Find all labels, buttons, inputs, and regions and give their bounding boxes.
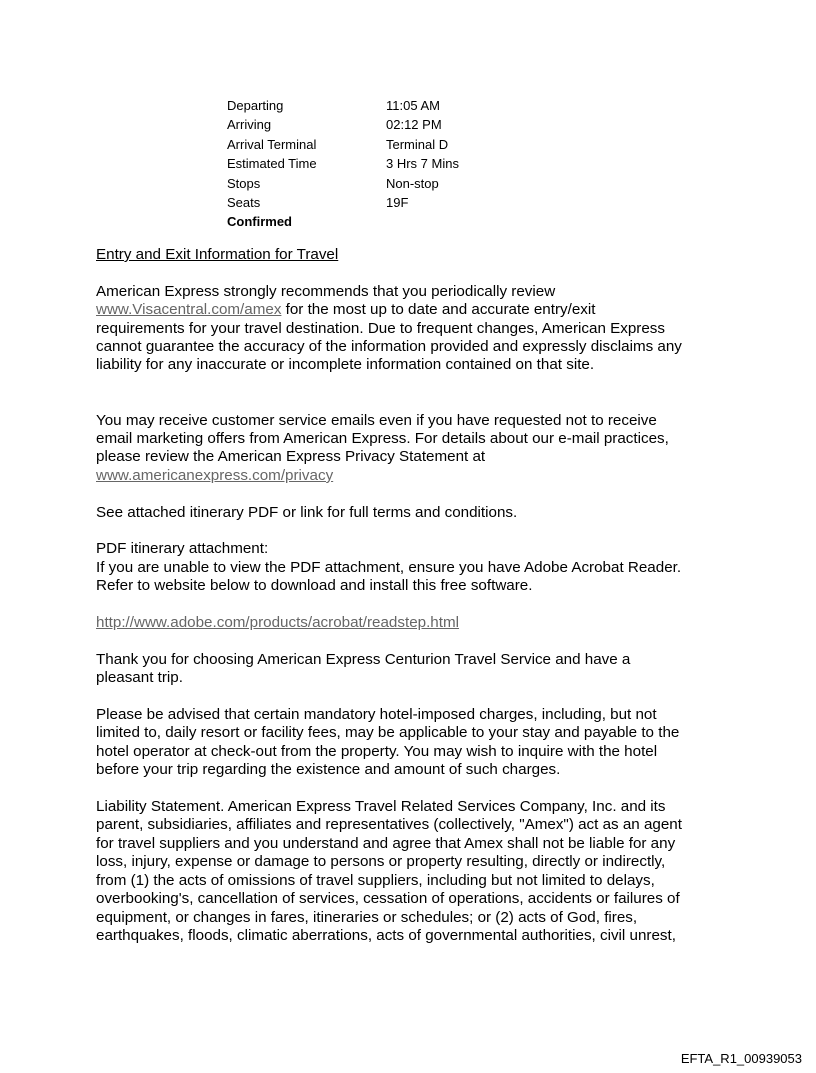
privacy-link[interactable]: www.americanexpress.com/privacy bbox=[96, 466, 334, 484]
flight-value: 19F bbox=[386, 195, 409, 211]
visacentral-link[interactable]: www.Visacentral.com/amex bbox=[96, 301, 282, 319]
paragraph-line: overbooking's, cancellation of services, cessation of operations, accidents or failures of bbox=[96, 890, 680, 908]
paragraph-line: equipment, or changes in fares, itineraries or schedules; or (2) acts of God, fires, bbox=[96, 908, 638, 926]
paragraph-line: Liability Statement. American Express Travel Related Services Company, Inc. and its bbox=[96, 798, 666, 816]
flight-row-departing bbox=[227, 96, 527, 115]
paragraph-line: Refer to website below to download and install this free software. bbox=[96, 577, 533, 595]
adobe-download-link[interactable]: http://www.adobe.com/products/acrobat/readstep.html bbox=[96, 614, 460, 632]
thank-you-paragraph bbox=[96, 651, 736, 688]
flight-value: Non-stop bbox=[386, 175, 439, 191]
paragraph-line: from (1) the acts of omissions of travel suppliers, including but not limited to delays, bbox=[96, 871, 655, 889]
paragraph-line: liability for any inaccurate or incomplete information contained on that site. bbox=[96, 356, 595, 374]
paragraph-line: pleasant trip. bbox=[96, 669, 183, 687]
paragraph-line: American Express strongly recommends that you periodically review bbox=[96, 282, 556, 300]
paragraph-line bbox=[96, 301, 736, 319]
paragraph-line: please review the American Express Privacy Statement at bbox=[96, 448, 486, 466]
flight-row-arriving bbox=[227, 115, 527, 134]
email-notice-paragraph bbox=[96, 412, 736, 486]
flight-row-estimated-time bbox=[227, 154, 527, 173]
flight-label: Stops bbox=[227, 175, 261, 191]
paragraph-line: limited to, daily resort or facility fees, may be applicable to your stay and payable to the bbox=[96, 724, 680, 742]
entry-exit-paragraph bbox=[96, 283, 736, 375]
paragraph-line: cannot guarantee the accuracy of the information provided and expressly disclaims any bbox=[96, 338, 682, 356]
flight-label: Arriving bbox=[227, 117, 272, 133]
paragraph-line: If you are unable to view the PDF attachment, ensure you have Adobe Acrobat Reader. bbox=[96, 558, 682, 576]
paragraph-text: for the most up to date and accurate entry/exit bbox=[281, 301, 596, 319]
paragraph-line: loss, injury, expense or damage to persons or property resulting, directly or indirectly, bbox=[96, 853, 666, 871]
flight-value: 3 Hrs 7 Mins bbox=[386, 156, 459, 172]
paragraph-line: Please be advised that certain mandatory hotel-imposed charges, including, but not bbox=[96, 706, 657, 724]
paragraph-line: for travel suppliers and you understand and agree that Amex shall not be liable for any bbox=[96, 834, 676, 852]
liability-paragraph bbox=[96, 798, 736, 945]
flight-value: 11:05 AM bbox=[386, 98, 440, 113]
flight-label: Arrival Terminal bbox=[227, 136, 317, 152]
hotel-charges-paragraph bbox=[96, 706, 736, 780]
booking-status: Confirmed bbox=[227, 214, 292, 230]
document-body bbox=[96, 246, 736, 945]
attached-itinerary-notice: See attached itinerary PDF or link for full terms and conditions. bbox=[96, 503, 518, 521]
pdf-notice-paragraph bbox=[96, 540, 736, 595]
paragraph-line bbox=[96, 614, 736, 632]
flight-row-status bbox=[227, 212, 527, 231]
flight-row-seats bbox=[227, 193, 527, 212]
flight-row-arrival-terminal bbox=[227, 135, 527, 154]
paragraph-line: email marketing offers from American Express. For details about our e-mail practices, bbox=[96, 430, 669, 448]
flight-label: Departing bbox=[227, 98, 284, 113]
paragraph-line: PDF itinerary attachment: bbox=[96, 540, 269, 558]
flight-label: Estimated Time bbox=[227, 156, 317, 172]
paragraph-line: hotel operator at check-out from the property. You may wish to inquire with the hotel bbox=[96, 742, 658, 760]
flight-value: Terminal D bbox=[386, 136, 449, 152]
paragraph-line: Thank you for choosing American Express Centurion Travel Service and have a bbox=[96, 650, 631, 668]
flight-label: Seats bbox=[227, 195, 261, 211]
paragraph-line: parent, subsidiaries, affiliates and representatives (collectively, "Amex") act as an agent bbox=[96, 816, 682, 834]
paragraph-line: You may receive customer service emails even if you have requested not to receive bbox=[96, 411, 657, 429]
document-id: EFTA_R1_00939053 bbox=[680, 1051, 802, 1066]
entry-exit-heading: Entry and Exit Information for Travel bbox=[96, 246, 339, 263]
flight-details-table bbox=[227, 96, 527, 232]
flight-row-stops bbox=[227, 174, 527, 193]
paragraph-line bbox=[96, 467, 736, 485]
paragraph-line: before your trip regarding the existence and amount of such charges. bbox=[96, 761, 561, 779]
flight-value: 02:12 PM bbox=[386, 117, 442, 133]
paragraph-line: requirements for your travel destination. Due to frequent changes, American Express bbox=[96, 319, 665, 337]
paragraph-line: earthquakes, floods, climatic aberrations, acts of governmental authorities, civil unrest, bbox=[96, 926, 676, 944]
